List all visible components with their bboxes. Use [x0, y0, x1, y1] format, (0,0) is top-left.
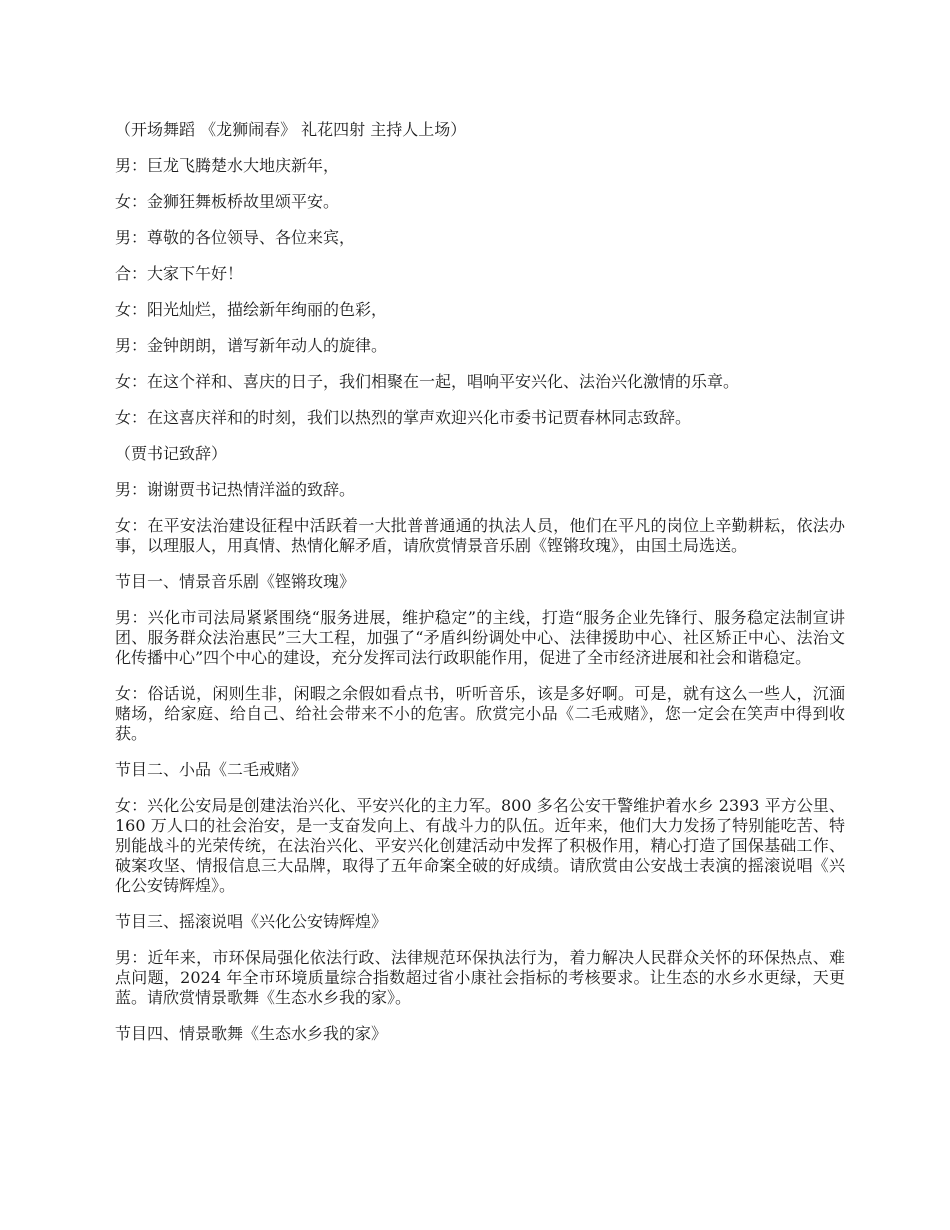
dialogue-line: 男：金钟朗朗，谱写新年动人的旋律。: [115, 336, 388, 355]
dialogue-line: 男：谢谢贾书记热情洋溢的致辞。: [115, 480, 356, 499]
dialogue-line: 女：兴化公安局是创建法治兴化、平安兴化的主力军。800 多名公安干警维护着水乡 2393 平方公里、160 万人口的社会治安，是一支奋发向上、有战斗力的队伍。近年来，他们大力发扬了特别能吃苦、特别能战斗的光荣传统，在法治兴化、平安兴化创建活动中发挥了积极作用，精心打造了国保基础工作、破案攻坚、情报信息三大品牌，取得了五年命案全破的好成绩。请欣赏由公安战士表演的摇滚说唱《兴化公安铸辉煌》。: [115, 796, 845, 895]
dialogue-line: 女：在平安法治建设征程中活跃着一大批普普通通的执法人员，他们在平凡的岗位上辛勤耕耘，依法办事，以理服人，用真情、热情化解矛盾，请欣赏情景音乐剧《铿锵玫瑰》，由国土局选送。: [115, 516, 845, 555]
dialogue-line: 女：阳光灿烂，描绘新年绚丽的色彩，: [115, 300, 388, 319]
program-item-title: 节目二、小品《二毛戒赌》: [115, 760, 308, 779]
dialogue-line: 女：在这喜庆祥和的时刻，我们以热烈的掌声欢迎兴化市委书记贾春林同志致辞。: [115, 408, 692, 427]
dialogue-line: 男：尊敬的各位领导、各位来宾，: [115, 228, 356, 247]
dialogue-line: 女：在这个祥和、喜庆的日子，我们相聚在一起，唱响平安兴化、法治兴化激情的乐章。: [115, 372, 740, 391]
dialogue-line: 合：大家下午好！: [115, 264, 244, 283]
dialogue-line: 男：巨龙飞腾楚水大地庆新年，: [115, 156, 340, 175]
stage-direction-opening: （开场舞蹈 《龙狮闹春》 礼花四射 主持人上场）: [115, 120, 467, 139]
program-item-title: 节目三、摇滚说唱《兴化公安铸辉煌》: [115, 912, 388, 931]
dialogue-line: 男：兴化市司法局紧紧围绕“服务进展，维护稳定”的主线，打造“服务企业先锋行、服务稳定法制宣讲团、服务群众法治惠民”三大工程，加强了“矛盾纠纷调处中心、法律援助中心、社区矫正中心、法治文化传播中心”四个中心的建设，充分发挥司法行政职能作用，促进了全市经济进展和社会和谐稳定。: [115, 608, 845, 667]
dialogue-line: 女：俗话说，闲则生非，闲暇之余假如看点书，听听音乐，该是多好啊。可是，就有这么一些人，沉湎赌场，给家庭、给自己、给社会带来不小的危害。欣赏完小品《二毛戒赌》，您一定会在笑声中得到收获。: [115, 684, 845, 743]
dialogue-line: 男：近年来，市环保局强化依法行政、法律规范环保执法行为，着力解决人民群众关怀的环保热点、难点问题，2024 年全市环境质量综合指数超过省小康社会指标的考核要求。让生态的水乡水更绿，天更蓝。请欣赏情景歌舞《生态水乡我的家》。: [115, 948, 845, 1007]
program-item-title: 节目一、情景音乐剧《铿锵玫瑰》: [115, 572, 356, 591]
program-item-title: 节目四、情景歌舞《生态水乡我的家》: [115, 1024, 388, 1043]
document-body: [115, 120, 845, 1060]
stage-direction: （贾书记致辞）: [115, 444, 228, 463]
dialogue-line: 女：金狮狂舞板桥故里颂平安。: [115, 192, 340, 211]
